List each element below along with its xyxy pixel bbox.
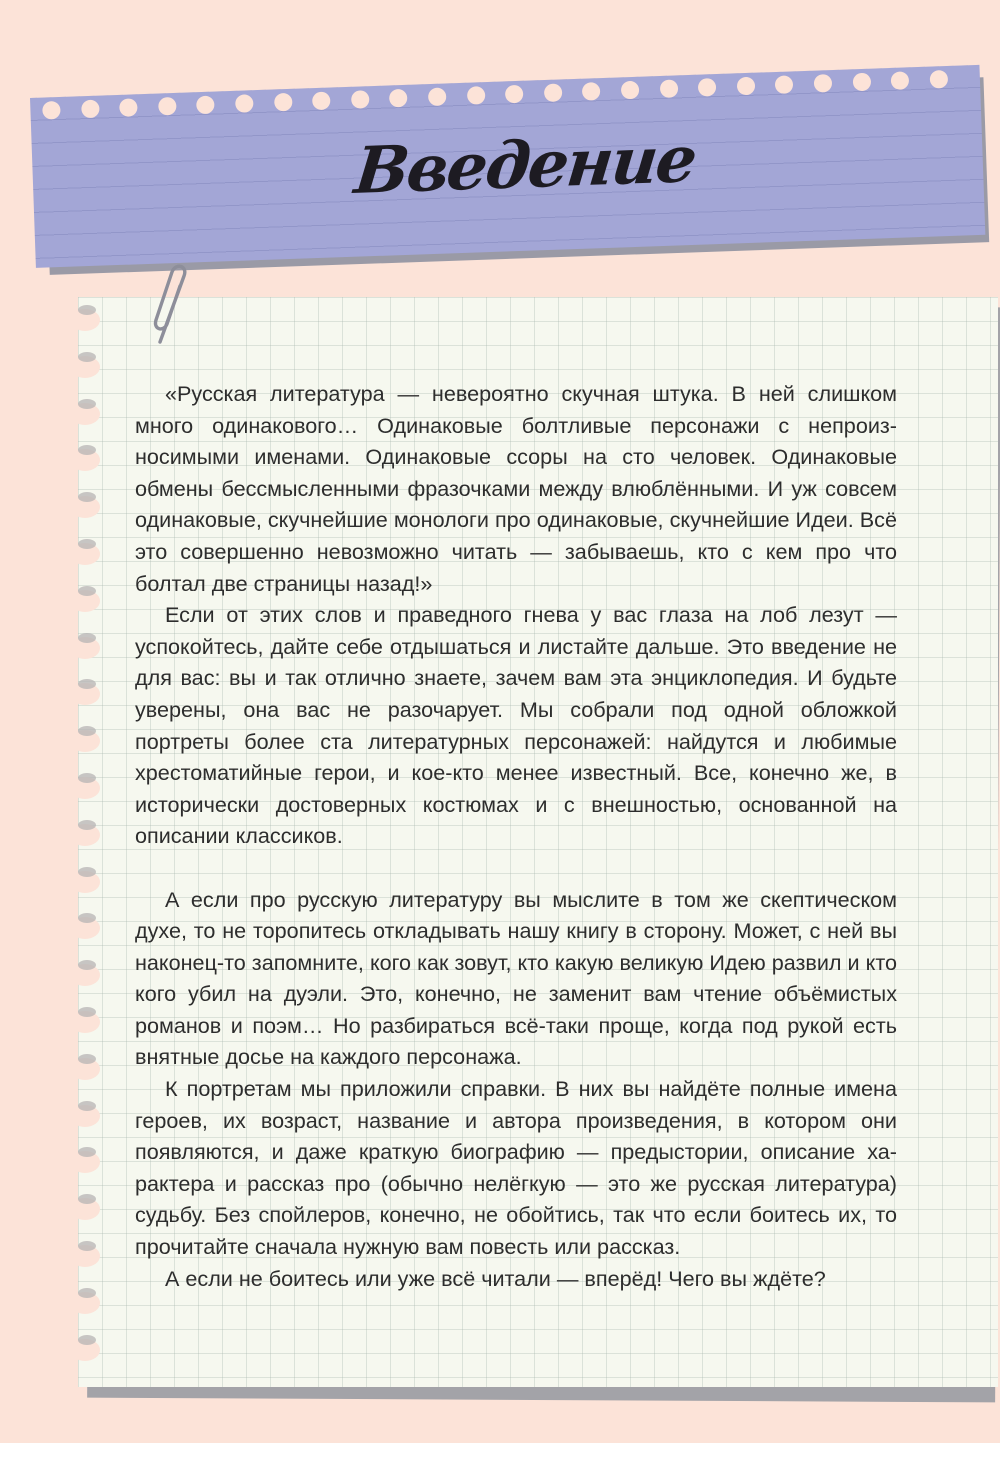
paper-holes (78, 297, 118, 1387)
banner-punch-hole (274, 93, 293, 112)
paper-punch-hole (70, 871, 100, 893)
paragraph: К портретам мы приложили справки. В них вы найдёте полные имена героев, их возраст, название и автора произведения, в котором они появляются, и даже краткую биографию — предыстории, описание характера и рассказ про (обычно нелёгкую — это же русская литература) судьбу. Без спойлеров, конечно, не обойтись, так что если боитесь их, то прочитайте сначала нужную вам повесть или рассказ. (135, 1076, 897, 1260)
banner-punch-hole (621, 81, 640, 100)
paper-punch-hole (70, 590, 100, 612)
paper-punch-hole (70, 449, 100, 471)
paper-punch-hole (70, 1011, 100, 1033)
paper-punch-hole (70, 403, 100, 425)
paper-punch-hole (70, 683, 100, 705)
banner-punch-hole (544, 83, 563, 102)
paper-punch-hole (70, 637, 100, 659)
paper-punch-hole (70, 1245, 100, 1267)
paperclip-icon (150, 262, 194, 350)
paper-punch-hole (70, 824, 100, 846)
banner-punch-hole (158, 97, 177, 116)
paper-punch-hole (70, 1151, 100, 1173)
page-title: Введение (351, 121, 699, 210)
paper-punch-hole (70, 309, 100, 331)
banner-punch-hole (737, 77, 756, 96)
banner-punch-hole (929, 70, 948, 89)
banner-punch-hole (196, 96, 215, 115)
paragraph: А если не боитесь или уже всё читали — вперёд! Чего вы ждёте? (165, 1265, 826, 1291)
banner-punch-hole (466, 86, 485, 105)
banner-punch-hole (428, 87, 447, 106)
paper-punch-hole (70, 964, 100, 986)
banner-punch-hole (891, 71, 910, 90)
banner-punch-hole (81, 100, 100, 119)
paper-punch-hole (70, 1105, 100, 1127)
banner-punch-hole (42, 101, 61, 120)
banner-punch-hole (582, 82, 601, 101)
paper-punch-hole (70, 1058, 100, 1080)
paper-punch-hole (70, 1198, 100, 1220)
paper-punch-hole (70, 543, 100, 565)
paragraph: «Русская литература — невероятно скучная штука. В ней слишком много одинакового… Одинаковые болтливые персонажи с непроизносимыми именами. Одинаковые ссоры на сто человек. Одинаковые обмены бессмысленными фразочками между влюблёнными. И уж совсем одинаковые, скучнейшие монологи про одинаковые, скучнейшие Идеи. Всё это совершенно невозможно читать — забываешь, кто с кем про что болтал две страницы назад!» (135, 381, 897, 596)
banner-punch-hole (505, 85, 524, 104)
paper-punch-hole (70, 730, 100, 752)
page-edge (0, 1443, 1000, 1463)
banner-punch-hole (775, 75, 794, 94)
body-text (135, 378, 897, 1294)
banner-holes (42, 69, 968, 123)
banner-punch-hole (235, 94, 254, 113)
banner-punch-hole (312, 92, 331, 111)
banner-punch-hole (852, 73, 871, 92)
paper-punch-hole (70, 917, 100, 939)
paper-punch-hole (70, 496, 100, 518)
paragraph: А если про русскую литературу вы мыслите в том же скептическом духе, то не торопитесь откладывать нашу книгу в сторону. Может, с ней вы наконец-то запомните, кого как зовут, кто какую великую Идею развил и кто кого убил на дуэли. Это, конечно, не заменит вам чтение объёмистых романов и поэм… Но разбираться всё-таки проще, когда под рукой есть внятные досье на каждого персонажа. (135, 886, 897, 1070)
banner-punch-hole (698, 78, 717, 97)
paper-punch-hole (70, 1339, 100, 1361)
paper-punch-hole (70, 777, 100, 799)
banner-punch-hole (814, 74, 833, 93)
banner-punch-hole (389, 89, 408, 108)
paper-punch-hole (70, 356, 100, 378)
paper-punch-hole (70, 1292, 100, 1314)
banner-punch-hole (351, 90, 370, 109)
paragraph: Если от этих слов и праведного гнева у вас глаза на лоб лезут — успокойтесь, дайте себе отдышаться и листайте дальше. Это введение не для вас: вы и так отлично знаете, зачем вам эта энциклопедия. И будьте уверены, она вас не разочарует. Мы собрали под одной обложкой портреты более ста литературных персонажей: найдутся и любимые хрестоматийные герои, и кое-кто менее известный. Все, конечно же, в исторически достоверных костюмах и с внешностью, основанной на описании классиков. (135, 602, 897, 849)
banner-punch-hole (659, 79, 678, 98)
banner-punch-hole (119, 98, 138, 117)
